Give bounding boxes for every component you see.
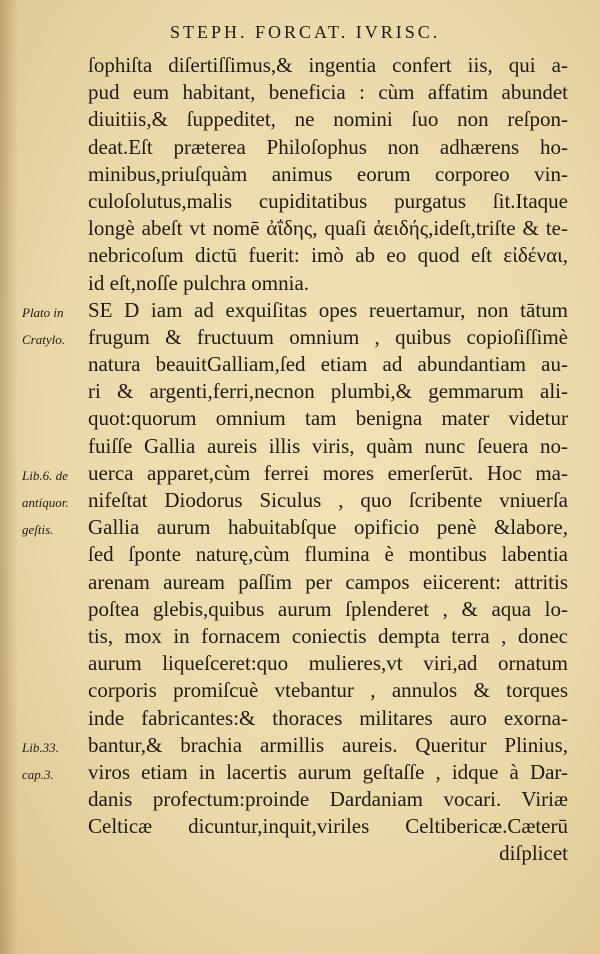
text-line: fuiſſe Gallia aureis illis viris, quàm nunc ſeuera no- xyxy=(88,433,568,458)
text-line: viros etiam in lacertis aurum geſtaſſe , idque à Dar- xyxy=(88,759,568,784)
text-line: poſtea glebis,quibus aurum ſplenderet , & aqua lo- xyxy=(88,596,568,621)
margin-note: Lib.33. xyxy=(22,740,59,755)
text-line: Gallia aurum habuitabſque opificio penè &labore, xyxy=(88,515,568,540)
text-line: id eſt,noſſe pulchra omnia. xyxy=(88,270,310,295)
text-line: pud eum habitant, beneficia : cùm affatim abundet xyxy=(88,80,568,105)
text-line: culoſolutus,malis cupiditatibus purgatus ſit.Itaque xyxy=(88,188,568,213)
text-line: ri & argenti,ferri,necnon plumbi,& gemmarum ali- xyxy=(88,379,568,404)
text-line: deat.Eſt præterea Philoſophus non adhærens ho- xyxy=(88,134,568,159)
text-line: inde fabricantes:& thoraces militares auro exorna- xyxy=(88,705,568,730)
margin-note: Plato in xyxy=(22,304,64,320)
text-line: longè abeſt vt nomē ἀΐδης, quaſi ἀειδής,ideſt,triſte & te- xyxy=(88,216,568,241)
text-line: SE D iam ad exquiſitas opes reuertamur, non tātum xyxy=(88,297,568,322)
running-head: STEPH. FORCAT. IVRISC. xyxy=(170,22,441,42)
text-line: nebricoſum dictū fuerit: imò ab eo quod eſt εἰδέναι, xyxy=(88,243,568,268)
text-line: frugum & fructuum omnium , quibus copioſiſſimè xyxy=(88,324,568,349)
margin-note: Lib.6. de xyxy=(22,468,68,483)
text-line: ſed ſponte naturę,cùm flumina è montibus labentia xyxy=(88,542,568,567)
margin-note: Cratylo. xyxy=(22,332,65,347)
text-line: corporis promiſcuè vtebantur , annulos & torques xyxy=(88,678,568,703)
catchword: diſplicet xyxy=(499,841,568,866)
text-line: minibus,priuſquàm animus eorum corporeo vin- xyxy=(88,161,568,186)
text-line: uerca apparet,cùm ferrei mores emerſerūt. Hoc ma- xyxy=(88,460,568,485)
text-line: tis, mox in fornacem coniectis dempta terra , donec xyxy=(88,623,568,648)
text-line: natura beauitGalliam,ſed etiam ad abundantiam au- xyxy=(88,352,568,377)
body-text xyxy=(88,52,568,868)
text-line: nifeſtat Diodorus Siculus , quo ſcribente vniuerſa xyxy=(88,488,568,512)
page-gutter-shadow xyxy=(0,0,18,954)
text-line: bantur,& brachia armillis aureis. Queritur Plinius, xyxy=(88,732,568,757)
margin-note: cap.3. xyxy=(22,767,54,783)
margin-note: geſtis. xyxy=(22,522,54,538)
text-line: quot:quorum omnium tam benigna mater videtur xyxy=(88,406,568,431)
text-line: aurum liqueſceret:quo mulieres,vt viri,ad ornatum xyxy=(88,651,568,676)
text-line: Celticæ dicuntur,inquit,viriles Celtibericæ.Cæterū xyxy=(88,814,568,839)
margin-note: antiquor. xyxy=(22,495,69,511)
text-line: diuitiis,& ſuppeditet, ne nomini ſuo non reſpon- xyxy=(88,107,568,132)
text-line: danis profectum:proinde Dardaniam vocari. Viriæ xyxy=(88,787,568,812)
text-line: ſophiſta diſertiſſimus,& ingentia confert iis, qui a- xyxy=(88,53,568,77)
text-line: arenam auream paſſim per campos eiicerent: attritis xyxy=(88,569,568,594)
